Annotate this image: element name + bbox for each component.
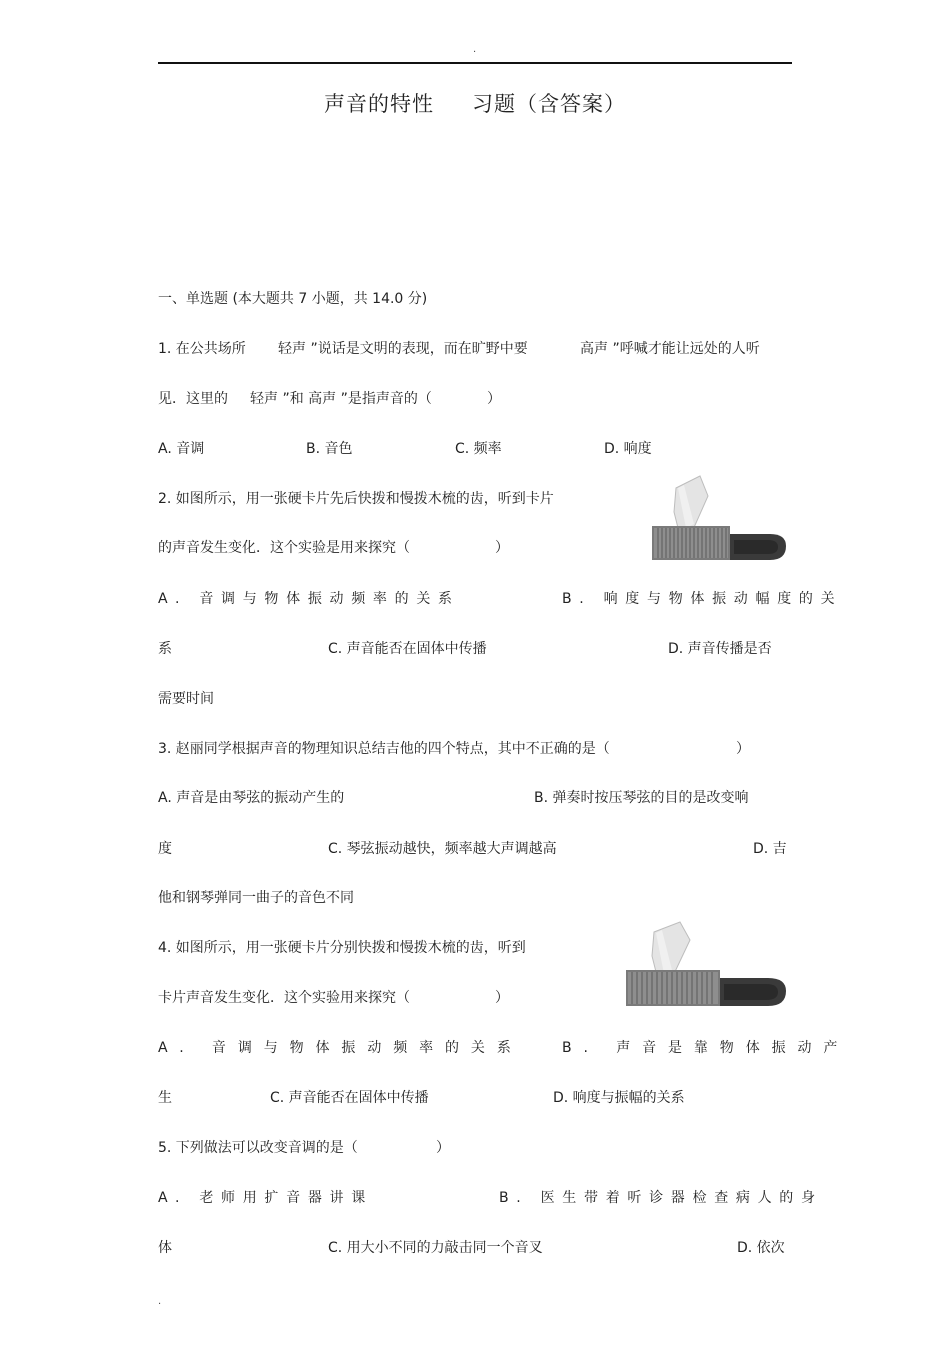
q2-option-d-cont: 需要时间 <box>158 691 214 707</box>
header-rule <box>158 62 792 64</box>
q2-option-d: D. 声音传播是否 <box>668 641 772 657</box>
q4-line2-b: ） <box>495 990 509 1006</box>
q4-option-d: D. 响度与振幅的关系 <box>553 1090 685 1106</box>
q1-option-c: C. 频率 <box>455 441 502 457</box>
q5-line1-b: ） <box>436 1140 450 1156</box>
page-title <box>0 88 950 118</box>
q2-line2-a: 的声音发生变化．这个实验是用来探究（ <box>158 540 410 556</box>
q1-line2-a: 见．这里的 <box>158 391 228 407</box>
footer-mark: . <box>158 1296 162 1307</box>
q4-option-b-cont: 生 <box>158 1090 172 1106</box>
q1-line2-c: ） <box>487 391 501 407</box>
q2-line1: 2. 如图所示，用一张硬卡片先后快拨和慢拨木梳的齿，听到卡片 <box>158 491 554 507</box>
q2-line2-b: ） <box>495 540 509 556</box>
q1-option-d: D. 响度 <box>604 441 652 457</box>
q4-option-b: B. 声音是靠物体振动产 <box>562 1040 850 1056</box>
q5-line1-a: 5. 下列做法可以改变音调的是（ <box>158 1140 358 1156</box>
q4-line2-a: 卡片声音发生变化．这个实验用来探究（ <box>158 990 410 1006</box>
q3-line1-a: 3. 赵丽同学根据声音的物理知识总结吉他的四个特点，其中不正确的是（ <box>158 741 610 757</box>
q3-line1-b: ） <box>736 741 750 757</box>
q5-option-d: D. 依次 <box>737 1240 785 1256</box>
q4-option-a: A. 音调与物体振动频率的关系 <box>158 1040 523 1056</box>
q1-line1-b: 轻声 ”说话是文明的表现，而在旷野中要 <box>278 341 528 357</box>
comb-card-figure <box>648 474 790 564</box>
q3-option-b: B. 弹奏时按压琴弦的目的是改变响 <box>534 790 749 806</box>
q2-option-b-cont: 系 <box>158 641 172 657</box>
title-part2: 习题（含答案） <box>472 92 626 116</box>
q5-option-b: B. 医生带着听诊器检查病人的身 <box>499 1190 823 1206</box>
q3-option-b-cont: 度 <box>158 841 172 857</box>
q1-option-b: B. 音色 <box>306 441 353 457</box>
q1-option-a: A. 音调 <box>158 441 205 457</box>
q4-line1: 4. 如图所示，用一张硬卡片分别快拨和慢拨木梳的齿，听到 <box>158 940 526 956</box>
q5-option-b-cont: 体 <box>158 1240 172 1256</box>
q3-option-c: C. 琴弦振动越快，频率越大声调越高 <box>328 841 557 857</box>
q2-option-a: A. 音调与物体振动频率的关系 <box>158 591 460 607</box>
header-mark: . <box>473 44 477 55</box>
section-heading: 一、单选题 (本大题共 7 小题，共 14.0 分) <box>158 291 428 307</box>
q2-option-b: B. 响度与物体振动幅度的关 <box>562 591 843 607</box>
q1-line1-a: 1. 在公共场所 <box>158 341 246 357</box>
comb-card-figure-2 <box>622 920 790 1010</box>
q4-option-c: C. 声音能否在固体中传播 <box>270 1090 429 1106</box>
q3-option-d-cont: 他和钢琴弹同一曲子的音色不同 <box>158 890 354 906</box>
title-part1: 声音的特性 <box>324 92 434 116</box>
q5-option-c: C. 用大小不同的力敲击同一个音叉 <box>328 1240 543 1256</box>
q1-line2-b: 轻声 ”和 高声 ”是指声音的（ <box>250 391 432 407</box>
q1-line1-c: 高声 ”呼喊才能让远处的人听 <box>580 341 760 357</box>
q2-option-c: C. 声音能否在固体中传播 <box>328 641 487 657</box>
q3-option-d: D. 吉 <box>753 841 787 857</box>
q3-option-a: A. 声音是由琴弦的振动产生的 <box>158 790 345 806</box>
q5-option-a: A. 老师用扩音器讲课 <box>158 1190 373 1206</box>
